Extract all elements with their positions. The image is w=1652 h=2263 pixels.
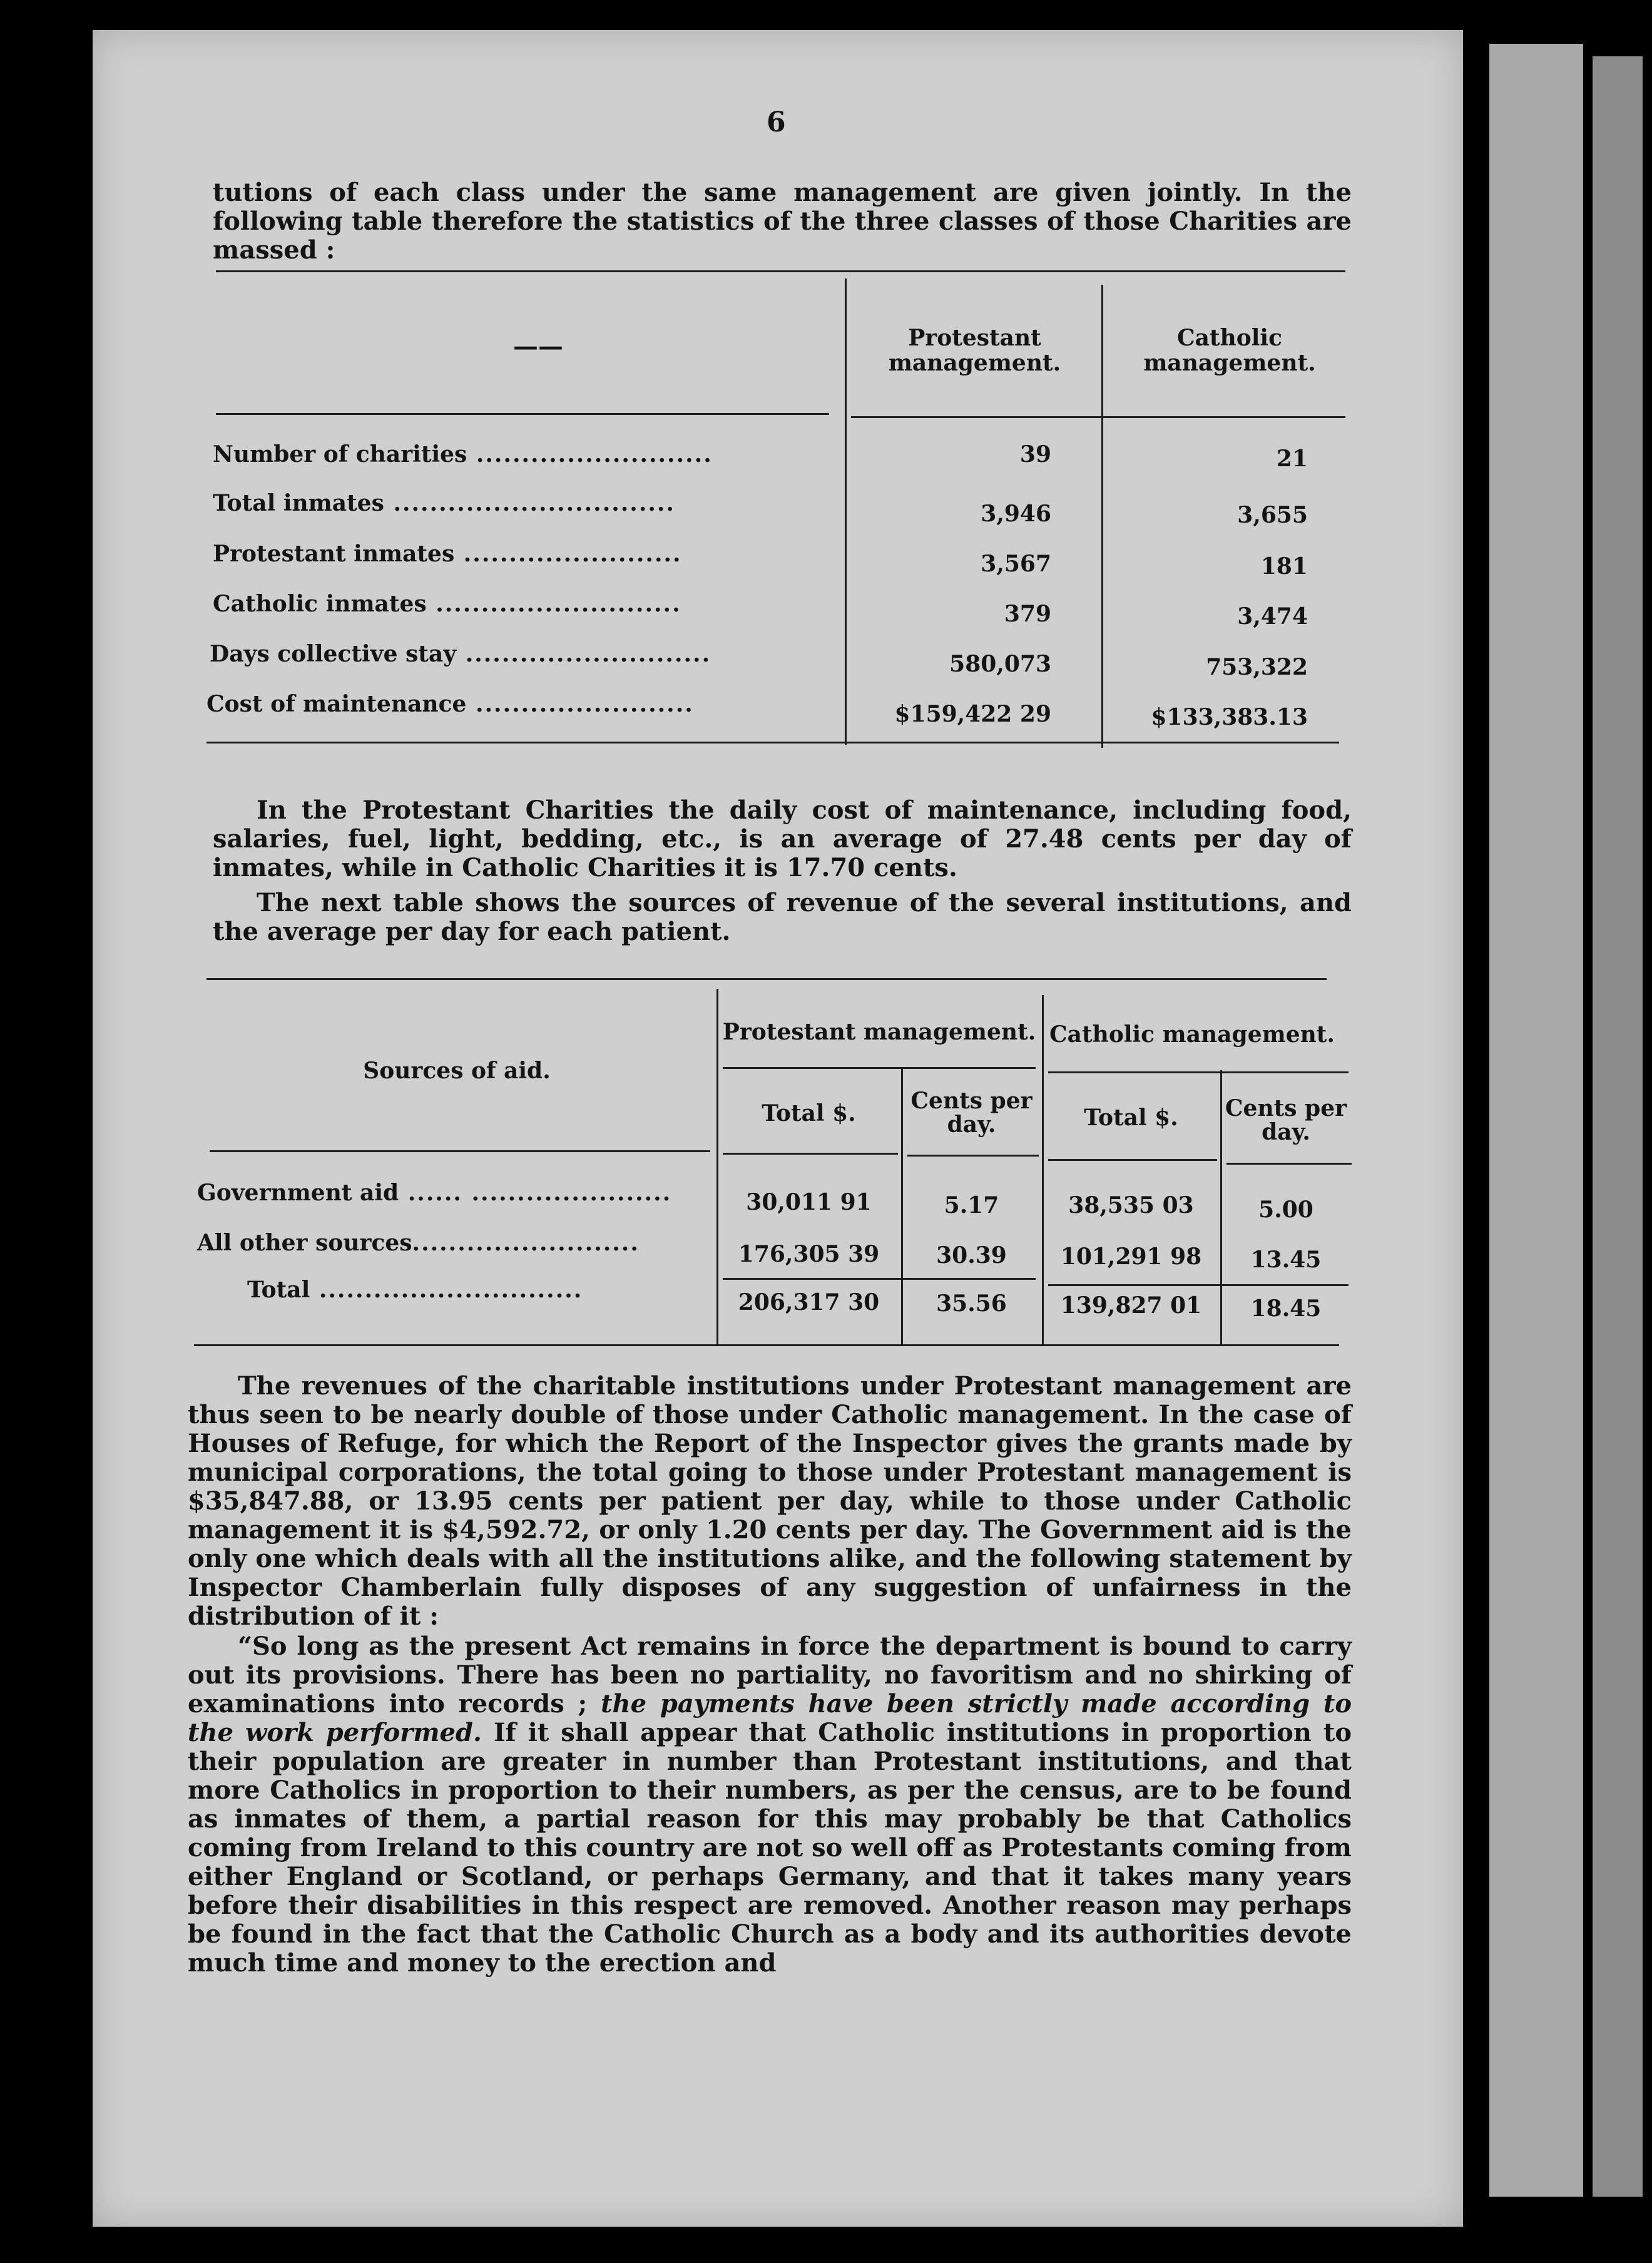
row-label: Protestant inmates bbox=[213, 541, 455, 567]
cell-value: 18.45 bbox=[1250, 1295, 1322, 1322]
cell-value: 206,317 30 bbox=[738, 1289, 880, 1315]
cell-value: 5.17 bbox=[944, 1192, 999, 1218]
intro-paragraph: tutions of each class under the same management are given jointly. In the following table therefore the statistics of the three classes of those Charities are massed : bbox=[213, 178, 1352, 265]
table2-group-catholic: Catholic management. bbox=[1049, 1021, 1335, 1048]
cell-value: 38,535 03 bbox=[1068, 1192, 1194, 1218]
row-label: Cost of maintenance bbox=[206, 691, 467, 717]
cell-value: 176,305 39 bbox=[738, 1241, 880, 1267]
table-row: Total ............................. bbox=[247, 1277, 583, 1303]
row-label: Total bbox=[247, 1277, 310, 1303]
table-row: All other sources......................... bbox=[197, 1230, 640, 1256]
cell-value: 101,291 98 bbox=[1060, 1244, 1202, 1270]
cell-value: 3,946 bbox=[981, 501, 1051, 527]
table1-header-protestant: Protestant management. bbox=[888, 325, 1061, 376]
quote-inspector bbox=[188, 1632, 1352, 1978]
table2-sub-header: Cents per day. bbox=[1225, 1095, 1347, 1145]
paragraph-next-table: The next table shows the sources of revenue of the several institutions, and the average per day for each patient. bbox=[213, 888, 1352, 946]
cell-value: 379 bbox=[1004, 601, 1051, 627]
row-label: Days collective stay bbox=[210, 641, 457, 667]
cell-value: 181 bbox=[1260, 553, 1308, 580]
table2-stub-header: Sources of aid. bbox=[363, 1058, 551, 1084]
table1-stub-header: —— bbox=[513, 332, 563, 361]
table-row: Total inmates ............................... bbox=[213, 490, 675, 516]
cell-value: $133,383.13 bbox=[1151, 704, 1308, 730]
cell-value: $159,422 29 bbox=[894, 701, 1051, 727]
paragraph-daily-cost: In the Protestant Charities the daily cost of maintenance, including food, salaries, fuel, light, bedding, etc., is an average of 27.48 cents per day of inmates, while in Catholic Charities it is 17.70 cents. bbox=[213, 795, 1352, 882]
cell-value: 39 bbox=[1019, 441, 1051, 467]
cell-value: 580,073 bbox=[949, 651, 1051, 677]
cell-value: 753,322 bbox=[1206, 654, 1308, 680]
cell-value: 30,011 91 bbox=[746, 1189, 872, 1215]
row-label: All other sources bbox=[197, 1230, 412, 1256]
cell-value: 3,474 bbox=[1237, 603, 1308, 630]
table2-sub-header: Total $. bbox=[1084, 1105, 1178, 1131]
paragraph-revenues: The revenues of the charitable institutions under Protestant management are thus seen to be nearly double of those under Catholic management. In the case of Houses of Refuge, for which the Report of the Inspector gives the grants made by municipal corporations, the total going to those under Protestant management is $35,847.88, or 13.95 cents per patient per day, while to those under Catholic management it is $4,592.72, or only 1.20 cents per day. The Government aid is the only one which deals with all the institutions alike, and the following statement by Inspector Chamberlain fully disposes of any suggestion of unfairness in the distribution of it : bbox=[188, 1371, 1352, 1631]
table2-sub-header: Cents per day. bbox=[910, 1088, 1032, 1138]
table1-header-catholic: Catholic management. bbox=[1143, 325, 1316, 376]
cell-value: 35.56 bbox=[936, 1290, 1007, 1317]
quote-text-start: “So long as the present Act remains in force the department is bound to carry out its provisions. There has been no partiality, no favoritism and no shirking of examinations into records ; bbox=[188, 1632, 1352, 1719]
cell-value: 30.39 bbox=[936, 1242, 1007, 1269]
cell-value: 3,567 bbox=[981, 551, 1051, 577]
table-row: Protestant inmates ........................ bbox=[213, 541, 682, 567]
row-label: Total inmates bbox=[213, 490, 384, 516]
quote-emphasis: the payments have been strictly made according to the work performed. bbox=[188, 1689, 1352, 1747]
cell-value: 3,655 bbox=[1237, 502, 1308, 528]
adjacent-page-edge-dark bbox=[1593, 56, 1643, 2197]
adjacent-page-edge bbox=[1489, 44, 1583, 2197]
table2-group-protestant: Protestant management. bbox=[722, 1019, 1036, 1045]
table-row: Government aid ...... ...................... bbox=[197, 1180, 672, 1206]
table-row: Number of charities .......................... bbox=[213, 441, 713, 467]
row-label: Number of charities bbox=[213, 441, 467, 467]
table-row: Cost of maintenance ........................ bbox=[206, 691, 694, 717]
row-label: Government aid bbox=[197, 1180, 399, 1206]
cell-value: 5.00 bbox=[1258, 1197, 1313, 1223]
row-label: Catholic inmates bbox=[213, 591, 427, 617]
table-row: Days collective stay ........................... bbox=[210, 641, 711, 667]
cell-value: 13.45 bbox=[1250, 1247, 1322, 1273]
page-number: 6 bbox=[767, 106, 786, 138]
quote-text-end: If it shall appear that Catholic institutions in proportion to their population are greater in number than Protestant institutions, and that more Catholics in proportion to their numbers, as per the census, are to be found as inmates of them, a partial reason for this may probably be that Catholics coming from Ireland to this country are not so well off as Protestants coming from either England or Scotland, or perhaps Germany, and that it takes many years before their disabilities in this respect are removed. Another reason may perhaps be found in the fact that the Catholic Church as a body and its authorities devote much time and money to the erection and bbox=[188, 1718, 1352, 1978]
cell-value: 21 bbox=[1276, 446, 1308, 472]
table-row: Catholic inmates ........................... bbox=[213, 591, 681, 617]
table2-sub-header: Total $. bbox=[762, 1100, 856, 1126]
cell-value: 139,827 01 bbox=[1060, 1292, 1202, 1319]
